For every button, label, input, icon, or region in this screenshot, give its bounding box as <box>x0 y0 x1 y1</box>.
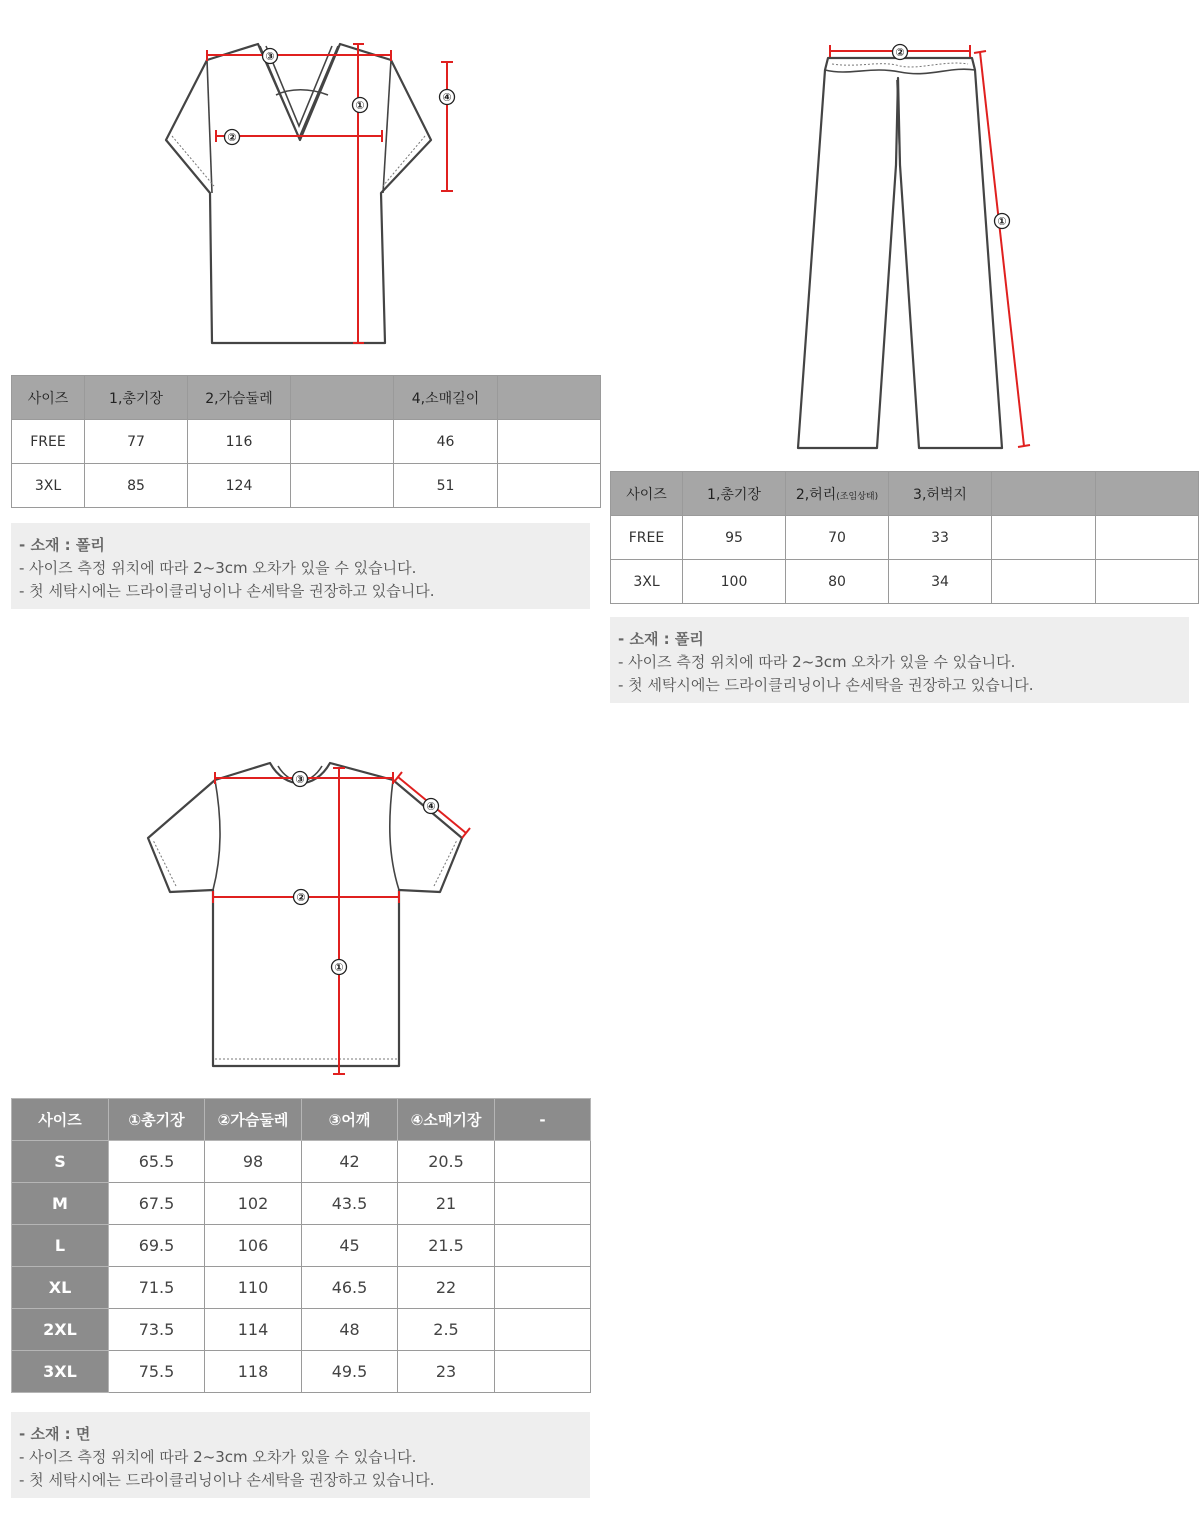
table-cell: 71.5 <box>109 1267 205 1309</box>
table-cell: 70 <box>786 516 889 560</box>
table-cell: 80 <box>786 560 889 604</box>
table-header-row <box>12 1099 591 1141</box>
table-cell <box>495 1141 591 1183</box>
tshirt-marker-4: ④ <box>426 800 436 813</box>
table-cell: 34 <box>889 560 992 604</box>
table-cell <box>498 420 601 464</box>
table-row <box>12 1141 591 1183</box>
table-cell: 116 <box>188 420 291 464</box>
table-cell <box>1096 516 1199 560</box>
table-cell: 69.5 <box>109 1225 205 1267</box>
table-cell: 65.5 <box>109 1141 205 1183</box>
table-cell: 21.5 <box>398 1225 495 1267</box>
table-cell: 21 <box>398 1183 495 1225</box>
waist-label: 2,허리 <box>795 486 837 503</box>
table-cell: 85 <box>85 464 188 508</box>
table-cell: 98 <box>205 1141 302 1183</box>
table-header-row <box>12 376 601 420</box>
table-cell: 124 <box>188 464 291 508</box>
table-cell <box>992 560 1096 604</box>
table-cell: 20.5 <box>398 1141 495 1183</box>
pants-diagram <box>600 0 1200 460</box>
header-blank <box>1096 472 1199 516</box>
table-cell: 3XL <box>12 464 85 508</box>
table-cell <box>498 464 601 508</box>
table-cell: 67.5 <box>109 1183 205 1225</box>
tshirt-marker-3: ③ <box>295 773 305 786</box>
note-line: - 사이즈 측정 위치에 따라 2~3cm 오차가 있을 수 있습니다. <box>19 1448 417 1466</box>
table-cell: 51 <box>394 464 498 508</box>
table-cell <box>291 464 394 508</box>
table-cell: 118 <box>205 1351 302 1393</box>
pants-marker-2: ② <box>895 46 905 59</box>
header-length: 1,총기장 <box>683 472 786 516</box>
table-cell <box>495 1351 591 1393</box>
table-cell: 77 <box>85 420 188 464</box>
table-cell <box>495 1225 591 1267</box>
table-row <box>12 420 601 464</box>
table-cell <box>495 1267 591 1309</box>
tshirt-diagram <box>0 740 600 1090</box>
pants-marker-1: ① <box>997 215 1007 228</box>
marker-4: ④ <box>442 91 452 104</box>
header-size: 사이즈 <box>12 1099 109 1141</box>
tshirt-marker-2: ② <box>296 891 306 904</box>
table-row <box>12 1351 591 1393</box>
table-cell: 23 <box>398 1351 495 1393</box>
material-label: - 소재 : 폴리 <box>618 630 704 648</box>
table-cell: 22 <box>398 1267 495 1309</box>
marker-1: ① <box>355 99 365 112</box>
header-chest: ②가슴둘레 <box>205 1099 302 1141</box>
table-cell: 73.5 <box>109 1309 205 1351</box>
vneck-top-outline <box>166 44 431 343</box>
header-waist <box>786 472 889 516</box>
table-cell: 46 <box>394 420 498 464</box>
tshirt-outline <box>148 763 462 1066</box>
table-cell: 102 <box>205 1183 302 1225</box>
tshirt-size-table <box>11 1098 591 1393</box>
table-row <box>12 464 601 508</box>
marker-2: ② <box>227 131 237 144</box>
size-label: M <box>12 1183 109 1225</box>
header-length: 1,총기장 <box>85 376 188 420</box>
table-row <box>12 1267 591 1309</box>
table-header-row <box>611 472 1199 516</box>
table-row <box>611 516 1199 560</box>
table-cell: 3XL <box>611 560 683 604</box>
note-line: - 사이즈 측정 위치에 따라 2~3cm 오차가 있을 수 있습니다. <box>19 559 417 577</box>
table-row <box>12 1225 591 1267</box>
size-label: S <box>12 1141 109 1183</box>
table-cell: 43.5 <box>302 1183 398 1225</box>
header-size: 사이즈 <box>12 376 85 420</box>
table-cell: 106 <box>205 1225 302 1267</box>
marker-3: ③ <box>265 50 275 63</box>
waist-note: (조임상태) <box>836 491 879 502</box>
header-sleeve: 4,소매길이 <box>394 376 498 420</box>
note-line: - 첫 세탁시에는 드라이클리닝이나 손세탁을 권장하고 있습니다. <box>19 582 435 600</box>
table-cell <box>495 1309 591 1351</box>
header-shoulder: ③어깨 <box>302 1099 398 1141</box>
note-line: - 사이즈 측정 위치에 따라 2~3cm 오차가 있을 수 있습니다. <box>618 653 1016 671</box>
table-cell: 110 <box>205 1267 302 1309</box>
top-care-notes <box>11 523 590 609</box>
table-cell: 45 <box>302 1225 398 1267</box>
top-size-table <box>11 375 601 508</box>
table-cell: 100 <box>683 560 786 604</box>
tshirt-care-notes <box>11 1412 590 1498</box>
table-row <box>12 1309 591 1351</box>
header-size: 사이즈 <box>611 472 683 516</box>
header-blank <box>498 376 601 420</box>
table-cell <box>495 1183 591 1225</box>
header-blank <box>992 472 1096 516</box>
size-label: XL <box>12 1267 109 1309</box>
tshirt-marker-1: ① <box>334 961 344 974</box>
table-cell: FREE <box>12 420 85 464</box>
table-cell: 114 <box>205 1309 302 1351</box>
table-cell: 42 <box>302 1141 398 1183</box>
material-label: - 소재 : 면 <box>19 1425 91 1443</box>
table-cell <box>1096 560 1199 604</box>
vneck-top-diagram <box>0 0 600 360</box>
table-cell: FREE <box>611 516 683 560</box>
measure-sleeve <box>440 62 455 191</box>
size-label: L <box>12 1225 109 1267</box>
size-label: 3XL <box>12 1351 109 1393</box>
table-cell: 48 <box>302 1309 398 1351</box>
note-line: - 첫 세탁시에는 드라이클리닝이나 손세탁을 권장하고 있습니다. <box>618 676 1034 694</box>
pants-outline <box>798 58 1002 448</box>
pants-care-notes <box>610 617 1189 703</box>
header-blank <box>291 376 394 420</box>
table-cell <box>992 516 1096 560</box>
material-label: - 소재 : 폴리 <box>19 536 105 554</box>
table-cell: 46.5 <box>302 1267 398 1309</box>
table-cell: 33 <box>889 516 992 560</box>
header-chest: 2,가슴둘레 <box>188 376 291 420</box>
table-row <box>12 1183 591 1225</box>
table-cell: 49.5 <box>302 1351 398 1393</box>
header-thigh: 3,허벅지 <box>889 472 992 516</box>
table-cell <box>291 420 394 464</box>
table-cell: 75.5 <box>109 1351 205 1393</box>
header-length: ①총기장 <box>109 1099 205 1141</box>
table-cell: 2.5 <box>398 1309 495 1351</box>
header-sleeve: ④소매기장 <box>398 1099 495 1141</box>
header-dash: - <box>495 1099 591 1141</box>
pants-size-table <box>610 471 1199 604</box>
table-row <box>611 560 1199 604</box>
note-line: - 첫 세탁시에는 드라이클리닝이나 손세탁을 권장하고 있습니다. <box>19 1471 435 1489</box>
table-cell: 95 <box>683 516 786 560</box>
size-label: 2XL <box>12 1309 109 1351</box>
